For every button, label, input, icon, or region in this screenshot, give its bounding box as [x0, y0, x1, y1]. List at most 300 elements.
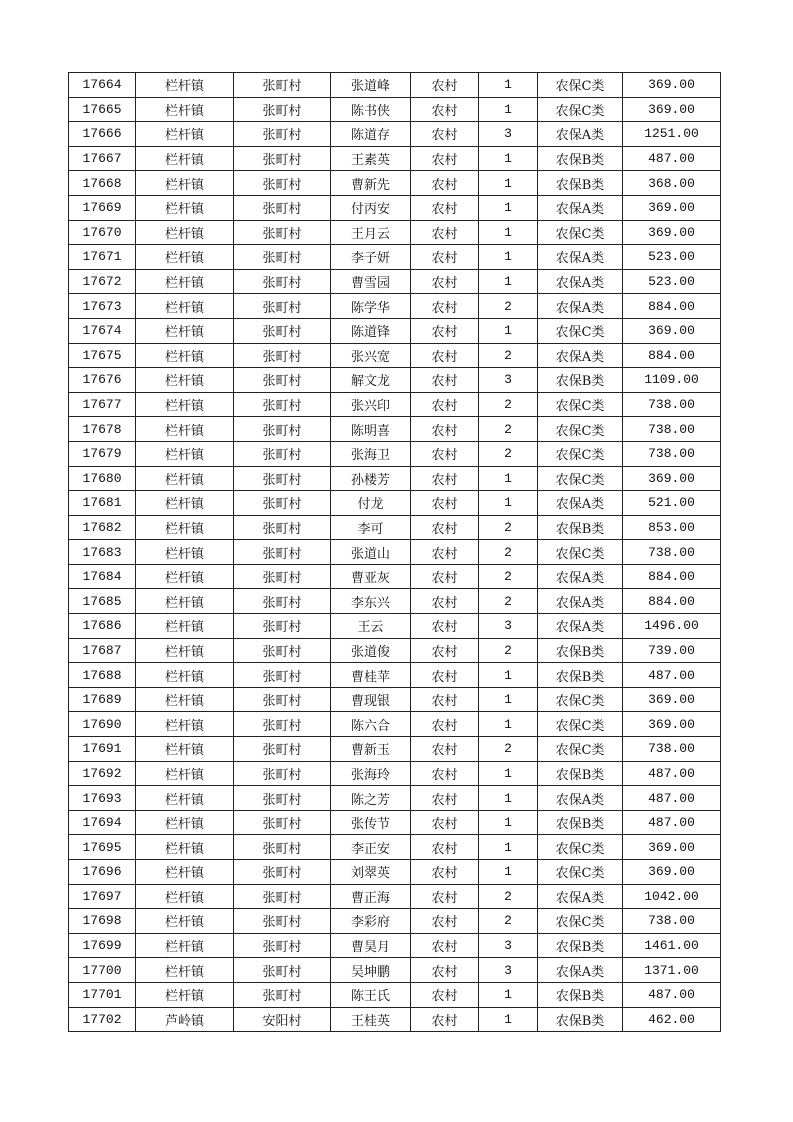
cell-amount: 487.00 — [623, 663, 721, 688]
cell-insurance-class: 农保C类 — [538, 687, 623, 712]
cell-household-size: 2 — [479, 441, 538, 466]
cell-village: 张町村 — [234, 982, 331, 1007]
table-row — [69, 663, 721, 688]
cell-serial-number: 17685 — [69, 589, 136, 614]
cell-household-size: 1 — [479, 761, 538, 786]
cell-town: 栏杆镇 — [136, 638, 234, 663]
cell-name: 付龙 — [331, 491, 411, 516]
cell-category: 农村 — [411, 368, 479, 393]
cell-serial-number: 17667 — [69, 146, 136, 171]
cell-category: 农村 — [411, 97, 479, 122]
cell-village: 张町村 — [234, 343, 331, 368]
cell-serial-number: 17681 — [69, 491, 136, 516]
cell-village: 张町村 — [234, 589, 331, 614]
cell-insurance-class: 农保C类 — [538, 220, 623, 245]
cell-household-size: 1 — [479, 269, 538, 294]
cell-name: 张传节 — [331, 810, 411, 835]
cell-amount: 369.00 — [623, 73, 721, 98]
cell-name: 李彩府 — [331, 909, 411, 934]
cell-amount: 884.00 — [623, 589, 721, 614]
cell-household-size: 1 — [479, 860, 538, 885]
cell-category: 农村 — [411, 614, 479, 639]
cell-household-size: 1 — [479, 146, 538, 171]
cell-serial-number: 17669 — [69, 195, 136, 220]
table-row — [69, 614, 721, 639]
cell-town: 栏杆镇 — [136, 441, 234, 466]
cell-insurance-class: 农保C类 — [538, 392, 623, 417]
cell-name: 张道俊 — [331, 638, 411, 663]
cell-town: 栏杆镇 — [136, 761, 234, 786]
cell-village: 张町村 — [234, 687, 331, 712]
table-row — [69, 122, 721, 147]
cell-name: 王云 — [331, 614, 411, 639]
cell-category: 农村 — [411, 786, 479, 811]
cell-serial-number: 17687 — [69, 638, 136, 663]
cell-name: 李子妍 — [331, 245, 411, 270]
cell-amount: 487.00 — [623, 810, 721, 835]
cell-insurance-class: 农保B类 — [538, 982, 623, 1007]
cell-town: 栏杆镇 — [136, 810, 234, 835]
cell-serial-number: 17691 — [69, 737, 136, 762]
cell-town: 栏杆镇 — [136, 958, 234, 983]
cell-serial-number: 17701 — [69, 982, 136, 1007]
table-row — [69, 786, 721, 811]
cell-amount: 487.00 — [623, 761, 721, 786]
cell-amount: 1461.00 — [623, 933, 721, 958]
table-row — [69, 441, 721, 466]
cell-amount: 369.00 — [623, 860, 721, 885]
cell-amount: 739.00 — [623, 638, 721, 663]
cell-category: 农村 — [411, 269, 479, 294]
cell-town: 栏杆镇 — [136, 368, 234, 393]
cell-town: 栏杆镇 — [136, 466, 234, 491]
cell-village: 张町村 — [234, 515, 331, 540]
cell-household-size: 2 — [479, 540, 538, 565]
cell-amount: 369.00 — [623, 318, 721, 343]
cell-village: 张町村 — [234, 269, 331, 294]
cell-town: 栏杆镇 — [136, 540, 234, 565]
cell-category: 农村 — [411, 958, 479, 983]
table-row — [69, 933, 721, 958]
cell-amount: 487.00 — [623, 786, 721, 811]
cell-amount: 521.00 — [623, 491, 721, 516]
cell-serial-number: 17672 — [69, 269, 136, 294]
cell-insurance-class: 农保C类 — [538, 73, 623, 98]
cell-insurance-class: 农保B类 — [538, 368, 623, 393]
cell-serial-number: 17696 — [69, 860, 136, 885]
table-row — [69, 294, 721, 319]
cell-amount: 738.00 — [623, 909, 721, 934]
cell-serial-number: 17694 — [69, 810, 136, 835]
cell-serial-number: 17673 — [69, 294, 136, 319]
cell-category: 农村 — [411, 860, 479, 885]
cell-serial-number: 17676 — [69, 368, 136, 393]
table-row — [69, 761, 721, 786]
cell-town: 栏杆镇 — [136, 687, 234, 712]
cell-insurance-class: 农保B类 — [538, 1007, 623, 1032]
cell-name: 解文龙 — [331, 368, 411, 393]
cell-insurance-class: 农保A类 — [538, 958, 623, 983]
cell-village: 张町村 — [234, 933, 331, 958]
cell-amount: 1496.00 — [623, 614, 721, 639]
cell-insurance-class: 农保C类 — [538, 909, 623, 934]
cell-town: 栏杆镇 — [136, 318, 234, 343]
cell-serial-number: 17700 — [69, 958, 136, 983]
table-row — [69, 171, 721, 196]
cell-amount: 523.00 — [623, 245, 721, 270]
cell-town: 栏杆镇 — [136, 220, 234, 245]
cell-town: 栏杆镇 — [136, 712, 234, 737]
cell-household-size: 2 — [479, 638, 538, 663]
cell-name: 曹新先 — [331, 171, 411, 196]
cell-serial-number: 17671 — [69, 245, 136, 270]
table-row — [69, 417, 721, 442]
cell-household-size: 3 — [479, 958, 538, 983]
cell-village: 张町村 — [234, 466, 331, 491]
table-row — [69, 687, 721, 712]
cell-amount: 369.00 — [623, 220, 721, 245]
cell-amount: 369.00 — [623, 712, 721, 737]
table-row — [69, 466, 721, 491]
cell-insurance-class: 农保A类 — [538, 786, 623, 811]
cell-category: 农村 — [411, 909, 479, 934]
cell-insurance-class: 农保A类 — [538, 245, 623, 270]
cell-category: 农村 — [411, 638, 479, 663]
cell-insurance-class: 农保B类 — [538, 515, 623, 540]
cell-town: 栏杆镇 — [136, 171, 234, 196]
cell-amount: 738.00 — [623, 737, 721, 762]
cell-name: 曹现银 — [331, 687, 411, 712]
cell-category: 农村 — [411, 491, 479, 516]
cell-household-size: 1 — [479, 245, 538, 270]
cell-amount: 884.00 — [623, 294, 721, 319]
cell-category: 农村 — [411, 761, 479, 786]
cell-town: 栏杆镇 — [136, 73, 234, 98]
cell-serial-number: 17702 — [69, 1007, 136, 1032]
cell-household-size: 2 — [479, 589, 538, 614]
cell-serial-number: 17683 — [69, 540, 136, 565]
cell-town: 栏杆镇 — [136, 195, 234, 220]
cell-village: 张町村 — [234, 958, 331, 983]
cell-amount: 738.00 — [623, 392, 721, 417]
cell-category: 农村 — [411, 392, 479, 417]
cell-category: 农村 — [411, 146, 479, 171]
cell-insurance-class: 农保B类 — [538, 171, 623, 196]
cell-insurance-class: 农保C类 — [538, 417, 623, 442]
cell-town: 栏杆镇 — [136, 737, 234, 762]
cell-town: 栏杆镇 — [136, 589, 234, 614]
cell-serial-number: 17684 — [69, 564, 136, 589]
cell-name: 陈书侠 — [331, 97, 411, 122]
cell-town: 栏杆镇 — [136, 122, 234, 147]
cell-insurance-class: 农保A类 — [538, 564, 623, 589]
cell-serial-number: 17686 — [69, 614, 136, 639]
cell-insurance-class: 农保B类 — [538, 933, 623, 958]
cell-village: 张町村 — [234, 564, 331, 589]
cell-name: 刘翠英 — [331, 860, 411, 885]
table-row — [69, 245, 721, 270]
cell-village: 张町村 — [234, 146, 331, 171]
cell-category: 农村 — [411, 515, 479, 540]
cell-category: 农村 — [411, 1007, 479, 1032]
cell-village: 张町村 — [234, 909, 331, 934]
cell-village: 张町村 — [234, 97, 331, 122]
cell-village: 张町村 — [234, 73, 331, 98]
cell-town: 栏杆镇 — [136, 884, 234, 909]
cell-town: 栏杆镇 — [136, 343, 234, 368]
cell-town: 栏杆镇 — [136, 982, 234, 1007]
cell-serial-number: 17678 — [69, 417, 136, 442]
cell-name: 王桂英 — [331, 1007, 411, 1032]
cell-category: 农村 — [411, 417, 479, 442]
cell-town: 栏杆镇 — [136, 491, 234, 516]
cell-category: 农村 — [411, 687, 479, 712]
cell-amount: 368.00 — [623, 171, 721, 196]
cell-category: 农村 — [411, 343, 479, 368]
cell-village: 张町村 — [234, 417, 331, 442]
cell-insurance-class: 农保A类 — [538, 884, 623, 909]
table-row — [69, 909, 721, 934]
cell-insurance-class: 农保A类 — [538, 122, 623, 147]
cell-village: 安阳村 — [234, 1007, 331, 1032]
cell-serial-number: 17666 — [69, 122, 136, 147]
cell-name: 陈道存 — [331, 122, 411, 147]
cell-category: 农村 — [411, 466, 479, 491]
cell-amount: 738.00 — [623, 441, 721, 466]
cell-village: 张町村 — [234, 122, 331, 147]
table-row — [69, 712, 721, 737]
cell-household-size: 1 — [479, 982, 538, 1007]
table-row — [69, 368, 721, 393]
cell-household-size: 1 — [479, 663, 538, 688]
table-body — [69, 73, 721, 1032]
cell-category: 农村 — [411, 318, 479, 343]
cell-household-size: 3 — [479, 933, 538, 958]
cell-household-size: 1 — [479, 195, 538, 220]
cell-serial-number: 17690 — [69, 712, 136, 737]
cell-household-size: 1 — [479, 466, 538, 491]
cell-household-size: 1 — [479, 318, 538, 343]
cell-name: 曹亚灰 — [331, 564, 411, 589]
cell-category: 农村 — [411, 835, 479, 860]
cell-name: 吴坤鹏 — [331, 958, 411, 983]
cell-name: 张兴宽 — [331, 343, 411, 368]
cell-name: 曹正海 — [331, 884, 411, 909]
cell-serial-number: 17698 — [69, 909, 136, 934]
cell-amount: 369.00 — [623, 835, 721, 860]
cell-amount: 738.00 — [623, 540, 721, 565]
cell-insurance-class: 农保A类 — [538, 491, 623, 516]
cell-insurance-class: 农保B类 — [538, 810, 623, 835]
cell-insurance-class: 农保A类 — [538, 294, 623, 319]
cell-insurance-class: 农保A类 — [538, 269, 623, 294]
cell-town: 栏杆镇 — [136, 146, 234, 171]
cell-household-size: 2 — [479, 737, 538, 762]
cell-amount: 523.00 — [623, 269, 721, 294]
table-row — [69, 540, 721, 565]
cell-name: 张道山 — [331, 540, 411, 565]
cell-amount: 884.00 — [623, 343, 721, 368]
cell-household-size: 1 — [479, 835, 538, 860]
cell-category: 农村 — [411, 294, 479, 319]
table-row — [69, 318, 721, 343]
cell-village: 张町村 — [234, 540, 331, 565]
cell-serial-number: 17680 — [69, 466, 136, 491]
cell-household-size: 1 — [479, 220, 538, 245]
cell-serial-number: 17697 — [69, 884, 136, 909]
cell-serial-number: 17695 — [69, 835, 136, 860]
cell-village: 张町村 — [234, 171, 331, 196]
cell-village: 张町村 — [234, 441, 331, 466]
cell-category: 农村 — [411, 73, 479, 98]
benefit-table — [68, 72, 721, 1032]
table-row — [69, 343, 721, 368]
cell-serial-number: 17682 — [69, 515, 136, 540]
cell-amount: 369.00 — [623, 687, 721, 712]
cell-amount: 1042.00 — [623, 884, 721, 909]
cell-town: 栏杆镇 — [136, 515, 234, 540]
cell-insurance-class: 农保C类 — [538, 318, 623, 343]
table-row — [69, 1007, 721, 1032]
cell-serial-number: 17664 — [69, 73, 136, 98]
table-row — [69, 491, 721, 516]
cell-name: 曹桂苹 — [331, 663, 411, 688]
cell-insurance-class: 农保A类 — [538, 614, 623, 639]
table-row — [69, 737, 721, 762]
cell-household-size: 2 — [479, 343, 538, 368]
cell-amount: 369.00 — [623, 195, 721, 220]
cell-household-size: 2 — [479, 392, 538, 417]
cell-town: 栏杆镇 — [136, 614, 234, 639]
cell-household-size: 3 — [479, 614, 538, 639]
cell-amount: 487.00 — [623, 982, 721, 1007]
table-row — [69, 97, 721, 122]
cell-serial-number: 17679 — [69, 441, 136, 466]
cell-name: 张海玲 — [331, 761, 411, 786]
cell-name: 陈学华 — [331, 294, 411, 319]
cell-name: 陈王氏 — [331, 982, 411, 1007]
cell-village: 张町村 — [234, 786, 331, 811]
cell-name: 张兴印 — [331, 392, 411, 417]
table-row — [69, 810, 721, 835]
cell-household-size: 1 — [479, 491, 538, 516]
cell-name: 曹新玉 — [331, 737, 411, 762]
cell-serial-number: 17699 — [69, 933, 136, 958]
cell-serial-number: 17675 — [69, 343, 136, 368]
cell-town: 栏杆镇 — [136, 786, 234, 811]
cell-village: 张町村 — [234, 663, 331, 688]
cell-category: 农村 — [411, 195, 479, 220]
cell-household-size: 2 — [479, 564, 538, 589]
cell-village: 张町村 — [234, 835, 331, 860]
cell-category: 农村 — [411, 564, 479, 589]
cell-name: 陈之芳 — [331, 786, 411, 811]
cell-serial-number: 17668 — [69, 171, 136, 196]
cell-town: 栏杆镇 — [136, 663, 234, 688]
cell-amount: 1251.00 — [623, 122, 721, 147]
table-row — [69, 884, 721, 909]
cell-name: 王月云 — [331, 220, 411, 245]
cell-category: 农村 — [411, 441, 479, 466]
cell-village: 张町村 — [234, 245, 331, 270]
cell-category: 农村 — [411, 712, 479, 737]
cell-name: 孙楼芳 — [331, 466, 411, 491]
cell-household-size: 2 — [479, 515, 538, 540]
cell-insurance-class: 农保B类 — [538, 146, 623, 171]
cell-category: 农村 — [411, 220, 479, 245]
cell-town: 芦岭镇 — [136, 1007, 234, 1032]
table-row — [69, 958, 721, 983]
cell-name: 付丙安 — [331, 195, 411, 220]
cell-village: 张町村 — [234, 712, 331, 737]
table-row — [69, 269, 721, 294]
cell-category: 农村 — [411, 737, 479, 762]
cell-amount: 1371.00 — [623, 958, 721, 983]
table-row — [69, 589, 721, 614]
cell-insurance-class: 农保A类 — [538, 195, 623, 220]
cell-town: 栏杆镇 — [136, 564, 234, 589]
cell-household-size: 1 — [479, 712, 538, 737]
cell-amount: 369.00 — [623, 466, 721, 491]
cell-serial-number: 17693 — [69, 786, 136, 811]
cell-household-size: 1 — [479, 1007, 538, 1032]
cell-village: 张町村 — [234, 884, 331, 909]
cell-name: 曹昊月 — [331, 933, 411, 958]
cell-insurance-class: 农保B类 — [538, 663, 623, 688]
cell-household-size: 3 — [479, 122, 538, 147]
cell-amount: 487.00 — [623, 146, 721, 171]
cell-category: 农村 — [411, 933, 479, 958]
cell-serial-number: 17674 — [69, 318, 136, 343]
cell-insurance-class: 农保C类 — [538, 737, 623, 762]
cell-household-size: 2 — [479, 417, 538, 442]
cell-name: 李东兴 — [331, 589, 411, 614]
cell-category: 农村 — [411, 540, 479, 565]
cell-amount: 369.00 — [623, 97, 721, 122]
cell-serial-number: 17692 — [69, 761, 136, 786]
cell-household-size: 2 — [479, 884, 538, 909]
cell-name: 陈明喜 — [331, 417, 411, 442]
cell-name: 陈六合 — [331, 712, 411, 737]
cell-village: 张町村 — [234, 761, 331, 786]
cell-village: 张町村 — [234, 368, 331, 393]
cell-village: 张町村 — [234, 195, 331, 220]
cell-amount: 884.00 — [623, 564, 721, 589]
cell-town: 栏杆镇 — [136, 909, 234, 934]
cell-name: 王素英 — [331, 146, 411, 171]
cell-town: 栏杆镇 — [136, 97, 234, 122]
cell-town: 栏杆镇 — [136, 294, 234, 319]
cell-insurance-class: 农保C类 — [538, 97, 623, 122]
table-row — [69, 835, 721, 860]
table-row — [69, 392, 721, 417]
cell-household-size: 1 — [479, 171, 538, 196]
cell-insurance-class: 农保C类 — [538, 860, 623, 885]
cell-town: 栏杆镇 — [136, 860, 234, 885]
cell-amount: 738.00 — [623, 417, 721, 442]
cell-category: 农村 — [411, 663, 479, 688]
cell-town: 栏杆镇 — [136, 835, 234, 860]
cell-household-size: 3 — [479, 368, 538, 393]
cell-category: 农村 — [411, 245, 479, 270]
cell-household-size: 2 — [479, 909, 538, 934]
cell-village: 张町村 — [234, 392, 331, 417]
cell-serial-number: 17665 — [69, 97, 136, 122]
table-row — [69, 515, 721, 540]
cell-insurance-class: 农保C类 — [538, 540, 623, 565]
cell-insurance-class: 农保B类 — [538, 761, 623, 786]
cell-serial-number: 17677 — [69, 392, 136, 417]
